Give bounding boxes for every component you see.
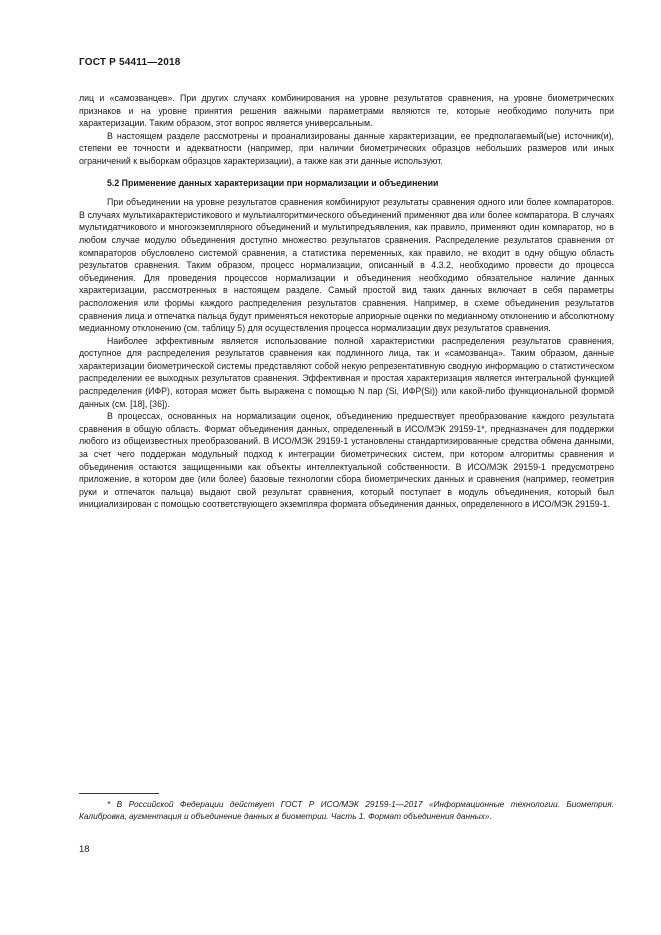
document-body [79,92,614,511]
page-number: 18 [79,844,90,855]
paragraph-section-scope: В настоящем разделе рассмотрены и проанализированы данные характеризации, ее предполагаемый(ые) источник(и), степени ее точности и адекватности (например, при наличии биометрических образцов небольших размеров или иных ограничений к выборкам образцов характеризации), а также как эти данные используют. [79,130,614,166]
footnote-divider [79,793,159,794]
document-header: ГОСТ Р 54411—2018 [79,57,181,68]
paragraph-continuation: лиц и «самозванцев». При других случаях комбинирования на уровне результатов сравнения, на уровне биометрических признаков и на уровне принятия решения важными параметрами являются те, которые необходимо получить при характеризации. Таким образом, этот вопрос является универсальным. [79,93,614,129]
section-heading: 5.2 Применение данных характеризации при нормализации и объединении [107,177,439,188]
paragraph-distribution: Наиболее эффективным является использование полной характеристики распределения результатов сравнения, доступное для распределения результатов сравнения как подлинного лица, так и «самозванца». Таким образом, данные характеризации биометрической системы представляют собой некую репрезентативную сводную информацию о статистическом распределении ее выходных результатов сравнения. Эффективная и простая характеризация является интегральной функцией распределения (ИФР), которая может быть выражена с помощью N пар (Si, ИФР(Si)) или какой-либо функциональной формой данных (см. [18], [36]). [79,335,614,409]
paragraph-normalization: В процессах, основанных на нормализации оценок, объединению предшествует преобразование каждого результата сравнения в общую область. Формат объединения данных, определенный в ИСО/МЭК 29159-1*, предназначен для поддержки любого из общеизвестных преобразований. В ИСО/МЭК 29159-1 установлены стандартизированные средства обмена данными, за счет чего поддержан модульный подход к интеграции биометрических систем, при котором алгоритмы сравнения и объединения остаются защищенными как объекты интеллектуальной собственности. В ИСО/МЭК 29159-1 предусмотрено приложение, в котором две (или более) базовые технологии сбора биометрических данных и сравнения (например, геометрия руки и отпечаток пальца) выдают свой результат сравнения, который поступает в модуль объединения, который был инициализирован с помощью соответствующего экземпляра формата объединения данных, определенного в ИСО/МЭК 29159-1. [79,411,614,510]
footnote: * В Российской Федерации действует ГОСТ Р ИСО/МЭК 29159-1—2017 «Информационные технологии. Биометрия. Калибровка, аугментация и объединение данных в биометрии. Часть 1. Формат объединения данных». [79,799,614,821]
paragraph-fusion-intro: При объединении на уровне результатов сравнения комбинируют результаты сравнения одного или более компараторов. В случаях мультихарактеристикового и мультиалгоритмического объединений применяют два или более компаратора. В случаях мультидатчикового и многоэкземплярного объединений и мультипредъявления, как правило, применяют один компаратор, но в любом случае модулю объединения доступно множество результатов сравнения. Распределение результатов сравнения от компараторов обусловлено системой сравнения, а статистика переменных, как правило, не входит в одну общую область результатов сравнения. Таким образом, процесс нормализации, описанный в 4.3.2, необходимо провести до процесса объединения. Для проведения процессов нормализации и объединения необходимо обязательное наличие данных характеризации, рассмотренных в настоящем разделе. Самый простой вид таких данных включает в себя параметры расположения или формы каждого распределения результатов сравнения. Например, в схеме объединения результатов сравнения лица и отпечатка пальца будут применяться некоторые априорные оценки по медианному отклонению и абсолютному медианному отклонению (см. таблицу 5) для осуществления процесса нормализации двух результатов сравнения. [79,197,614,334]
